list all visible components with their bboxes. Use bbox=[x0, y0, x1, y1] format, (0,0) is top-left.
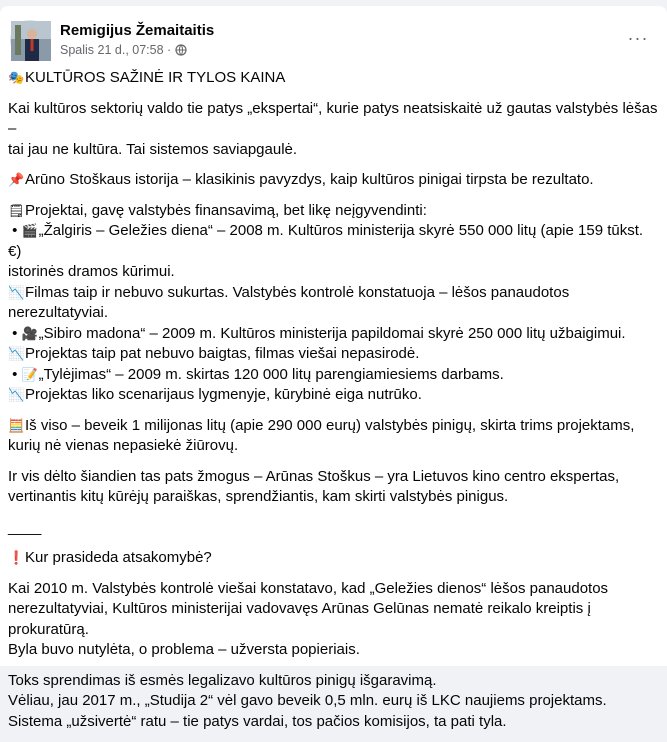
paragraph-2: 📌Arūno Stoškaus istorija – klasikinis pavyzdys, kaip kultūros pinigai tirpsta be rezultato. bbox=[8, 170, 658, 191]
avatar[interactable] bbox=[10, 20, 50, 60]
paragraph-2010: Kai 2010 m. Valstybės kontrolė viešai konstatavo, kad „Geležies dienos“ lėšos panaudotos nerezultatyviai, Kultūros ministerijai vadovavęs Arūnas Gelūnas nematė reikalo kreiptis į prokuratūrą. Byla buvo nutylėta, o problema – užversta popieriais. bbox=[8, 579, 609, 658]
paragraph-expert: Ir vis dėlto šiandien tas pats žmogus – Arūnas Stoškus – yra Lietuvos kino centro ekspertas, vertinantis kitų kūrėjų paraiškas, sprendžiantis, kam skirti valstybės pinigus. bbox=[8, 467, 620, 505]
post-meta bbox=[60, 43, 187, 57]
paragraph-legalized: Toks sprendimas iš esmės legalizavo kultūros pinigų išgaravimą. Vėliau, jau 2017 m., „Studija 2“ vėl gavo beveik 0,5 mln. eurų iš LKC naujiems projektams. Sistema „užsivertė“ ratu – tie patys vardai, tos pačios komisijos, ta pati tyla. bbox=[8, 671, 607, 730]
paragraph-projects: 🗒Projektai, gavę valstybės finansavimą, bet likę neįgyvendinti: • 🎬„Žalgiris – Geležies diena“ – 2008 m. Kultūros ministerija skyrė 550 000 litų (apie 159 tūkst. €) istorinės dramos kūrimui. 📉Filmas taip ir nebuvo sukurtas. Valstybės kontrolė konstatuoja – lėšos panaudotos nerezultatyviai. • 🎥„Sibiro madona“ – 2009 m. Kultūros ministerija papildomai skyrė 250 000 litų užbaigimui. 📉Projektas taip pat nebuvo baigtas, filmas viešai nepasirodė. • 📝„Tylėjimas“ – 2009 m. skirtas 120 000 litų parengiamiesiems darbams. 📉Projektas liko scenarijaus lygmenyje, kūrybinė eiga nutrūko. bbox=[8, 201, 658, 406]
post-card bbox=[0, 6, 667, 730]
divider-rule: ____ bbox=[8, 518, 42, 536]
author-name[interactable]: Remigijus Žemaitaitis bbox=[60, 22, 215, 39]
chart-decreasing-icon: 📉 bbox=[8, 284, 25, 300]
red-exclamation-icon: ❗ bbox=[8, 550, 25, 565]
memo-icon: 🗒 bbox=[8, 202, 25, 218]
movie-camera-icon: 🎥 bbox=[21, 325, 38, 341]
post-timestamp[interactable]: Spalis 21 d., 07:58 · bbox=[60, 43, 172, 57]
more-options-button[interactable]: ··· bbox=[627, 27, 649, 48]
post-header bbox=[10, 20, 660, 62]
chart-decreasing-icon: 📉 bbox=[8, 346, 25, 361]
pushpin-icon: 📌 bbox=[8, 172, 25, 187]
post-body bbox=[8, 68, 658, 742]
theater-masks-icon: 🎭 bbox=[8, 70, 25, 85]
paragraph-total: 🧮Iš viso – beveik 1 milijonas litų (apie 290 000 eurų) valstybės pinigų, skirta trims projektams, kurių nė vienas nepasiekė žiūrovų. bbox=[8, 416, 635, 454]
clapper-board-icon: 🎬 bbox=[21, 223, 38, 238]
paragraph-1: Kai kultūros sektorių valdo tie patys „ekspertai“, kurie patys neatsiskaitė už gautas valstybės lėšas – tai jau ne kultūra. Tai sistemos saviapgaulė. bbox=[8, 99, 658, 158]
paragraph-responsibility: ❗Kur prasideda atsakomybė? bbox=[8, 548, 658, 569]
pencil-memo-icon: 📝 bbox=[21, 366, 38, 382]
abacus-icon: 🧮 bbox=[8, 417, 25, 433]
globe-icon bbox=[175, 44, 187, 56]
chart-decreasing-icon: 📉 bbox=[8, 387, 25, 402]
post-title: 🎭KULTŪROS SAŽINĖ IR TYLOS KAINA bbox=[8, 68, 658, 89]
